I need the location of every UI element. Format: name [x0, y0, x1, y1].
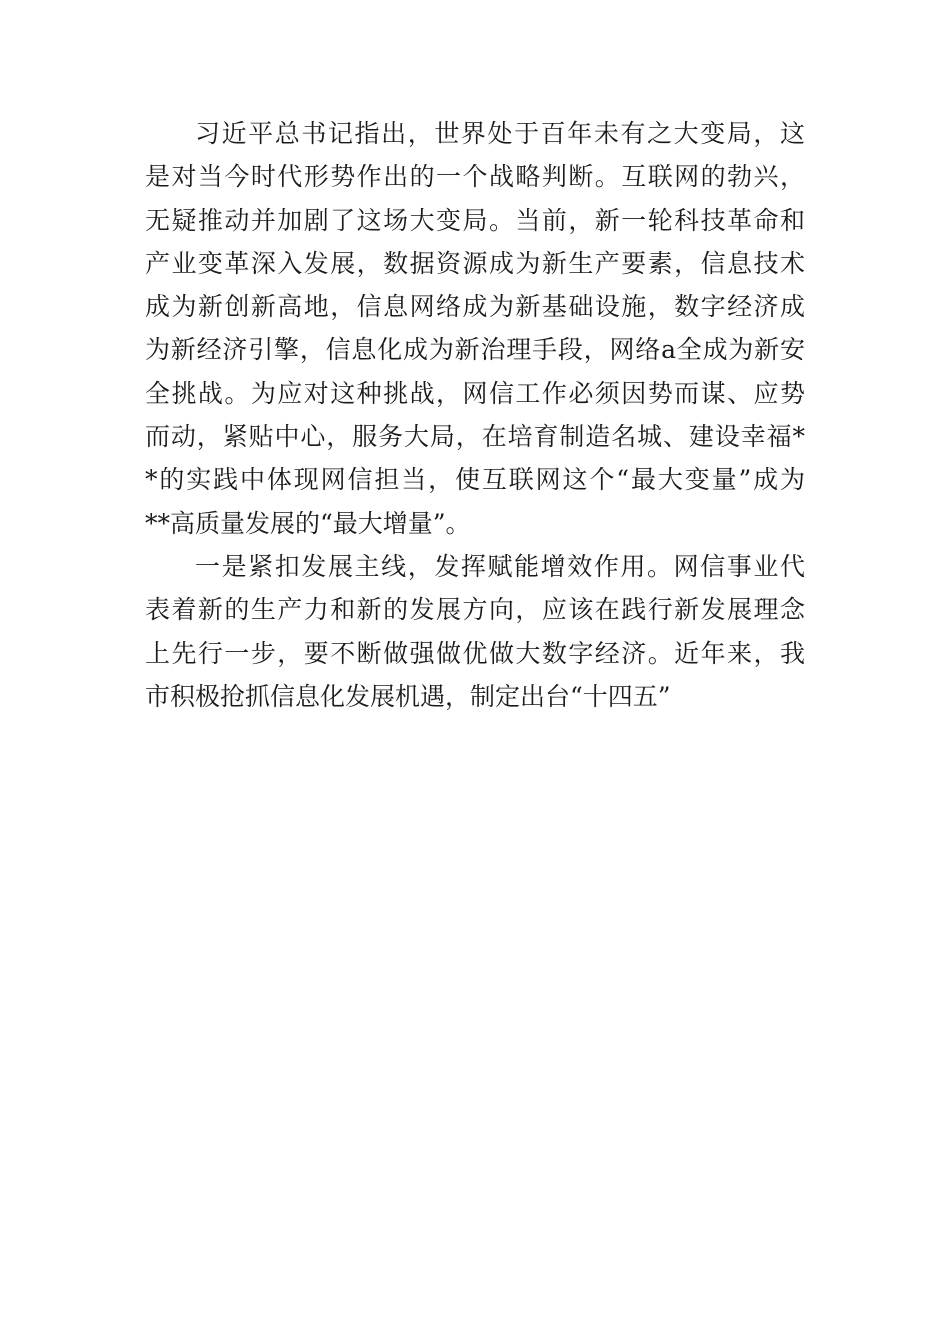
text-line: 是对当今时代形势作出的一个战略判断。互联网的勃兴，: [145, 162, 805, 192]
paragraph-2: [145, 545, 805, 718]
text-line: *的实践中体现网信担当，使互联网这个“最大变量”成为: [145, 465, 805, 495]
text-line: 成为新创新高地，信息网络成为新基础设施，数字经济成: [145, 292, 805, 322]
text-line: 产业变革深入发展，数据资源成为新生产要素，信息技术: [145, 248, 805, 278]
body-text: [145, 112, 805, 718]
text-line: 习近平总书记指出，世界处于百年未有之大变局，这: [195, 119, 805, 148]
paragraph-1: [145, 112, 805, 545]
text-line: 上先行一步，要不断做强做优做大数字经济。近年来，我: [145, 638, 805, 668]
text-line: 一是紧扣发展主线，发挥赋能增效作用。网信事业代: [195, 551, 805, 581]
text-line: 为新经济引擎，信息化成为新治理手段，网络a全成为新安: [145, 335, 805, 365]
text-line: 无疑推动并加剧了这场大变局。当前，新一轮科技革命和: [145, 205, 805, 235]
text-line: 全挑战。为应对这种挑战，网信工作必须因势而谋、应势: [145, 378, 805, 408]
text-line: 而动，紧贴中心，服务大局，在培育制造名城、建设幸福*: [145, 422, 805, 452]
text-line: 表着新的生产力和新的发展方向，应该在践行新发展理念: [145, 595, 805, 625]
text-line: **高质量发展的“最大增量”。: [145, 508, 471, 538]
text-line: 市积极抢抓信息化发展机遇，制定出台“十四五”: [145, 681, 671, 711]
